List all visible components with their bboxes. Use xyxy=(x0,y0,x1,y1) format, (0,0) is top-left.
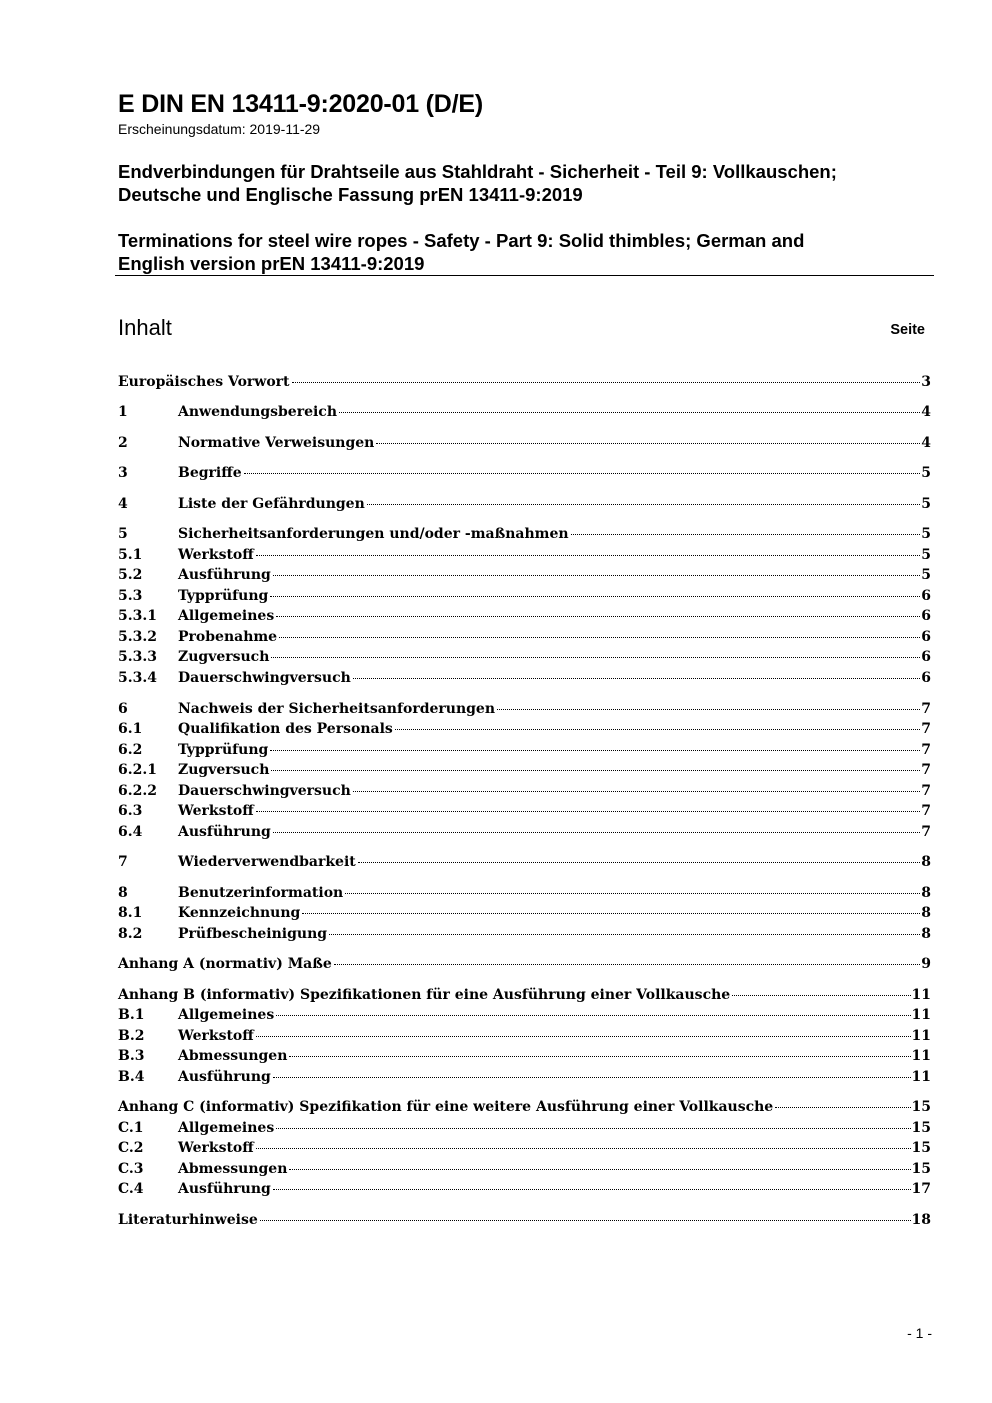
toc-entry-page: 15 xyxy=(911,1140,931,1156)
toc-entry-number: 5.3.3 xyxy=(118,649,157,665)
toc-entry[interactable] xyxy=(118,494,931,514)
toc-entry[interactable] xyxy=(118,1067,931,1087)
toc-dot-leader xyxy=(279,637,920,638)
toc-entry-number: C.1 xyxy=(118,1120,144,1136)
toc-entry-title: Allgemeines xyxy=(178,608,275,624)
toc-dot-leader xyxy=(367,504,920,505)
toc-entry-title: Anhang B (informativ) Spezifikationen für eine Ausführung einer Vollkausche xyxy=(118,987,731,1003)
toc-entry-page: 8 xyxy=(921,926,931,942)
toc-entry-title: Prüfbescheinigung xyxy=(178,926,328,942)
toc-entry-page: 7 xyxy=(921,721,931,737)
toc-entry[interactable] xyxy=(118,372,931,392)
toc-entry-title: Ausführung xyxy=(178,1069,271,1085)
toc-entry-page: 6 xyxy=(921,649,931,665)
toc-entry[interactable] xyxy=(118,1179,931,1199)
toc-entry-number: 3 xyxy=(118,465,128,481)
toc-entry-page: 15 xyxy=(911,1120,931,1136)
toc-dot-leader xyxy=(256,555,921,556)
toc-entry[interactable] xyxy=(118,627,931,647)
toc-entry-title: Zugversuch xyxy=(178,762,270,778)
english-title-line-2: English version prEN 13411-9:2019 xyxy=(118,253,425,274)
toc-entry[interactable] xyxy=(118,463,931,483)
toc-entry[interactable] xyxy=(118,740,931,760)
toc-entry[interactable] xyxy=(118,606,931,626)
toc-entry[interactable] xyxy=(118,1210,931,1230)
toc-entry-number: 5.3.4 xyxy=(118,670,157,686)
toc-dot-leader xyxy=(273,832,920,833)
toc-entry-page: 8 xyxy=(921,905,931,921)
toc-entry-title: Normative Verweisungen xyxy=(178,435,375,451)
toc-entry-page: 5 xyxy=(921,547,931,563)
toc-dot-leader xyxy=(775,1107,910,1108)
toc-entry-page: 11 xyxy=(911,1048,931,1064)
toc-entry[interactable] xyxy=(118,1005,931,1025)
toc-dot-leader xyxy=(339,412,920,413)
toc-entry-number: 6.2.2 xyxy=(118,783,157,799)
toc-dot-leader xyxy=(292,382,921,383)
toc-entry-page: 5 xyxy=(921,567,931,583)
toc-entry-title: Dauerschwingversuch xyxy=(178,670,351,686)
toc-entry-number: 8.1 xyxy=(118,905,143,921)
toc-entry-number: B.1 xyxy=(118,1007,145,1023)
toc-dot-leader xyxy=(273,1077,911,1078)
toc-entry-title: Werkstoff xyxy=(178,803,254,819)
toc-entry[interactable] xyxy=(118,719,931,739)
toc-dot-leader xyxy=(302,913,920,914)
toc-entry-page: 11 xyxy=(911,1069,931,1085)
toc-dot-leader xyxy=(334,964,920,965)
toc-entry[interactable] xyxy=(118,647,931,667)
toc-entry-page: 15 xyxy=(911,1161,931,1177)
toc-entry-title: Dauerschwingversuch xyxy=(178,783,351,799)
toc-entry-page: 8 xyxy=(921,854,931,870)
toc-dot-leader xyxy=(395,729,920,730)
toc-entry-number: 6.4 xyxy=(118,824,143,840)
toc-entry-page: 6 xyxy=(921,608,931,624)
toc-entry[interactable] xyxy=(118,760,931,780)
toc-entry-title: Allgemeines xyxy=(178,1007,275,1023)
toc-entry[interactable] xyxy=(118,954,931,974)
header-divider xyxy=(115,275,934,276)
toc-entry[interactable] xyxy=(118,524,931,544)
english-title-line-1: Terminations for steel wire ropes - Safety - Part 9: Solid thimbles; German and xyxy=(118,230,805,251)
toc-dot-leader xyxy=(271,770,920,771)
toc-entry-number: C.2 xyxy=(118,1140,144,1156)
toc-entry-page: 11 xyxy=(911,987,931,1003)
toc-dot-leader xyxy=(273,1189,911,1190)
toc-entry-number: C.3 xyxy=(118,1161,144,1177)
toc-heading: Inhalt xyxy=(118,315,172,340)
toc-entry-number: B.2 xyxy=(118,1028,145,1044)
toc-dot-leader xyxy=(276,1015,910,1016)
toc-entry[interactable] xyxy=(118,781,931,801)
toc-dot-leader xyxy=(276,616,920,617)
toc-entry-page: 5 xyxy=(921,465,931,481)
toc-entry-title: Typprüfung xyxy=(178,588,269,604)
toc-entry-title: Wiederverwendbarkeit xyxy=(178,854,356,870)
toc-entry-page: 9 xyxy=(921,956,931,972)
toc-entry[interactable] xyxy=(118,699,931,719)
toc-entry-number: 8 xyxy=(118,885,128,901)
toc-entry-title: Abmessungen xyxy=(178,1161,288,1177)
toc-dot-leader xyxy=(497,709,920,710)
toc-entry[interactable] xyxy=(118,924,931,944)
toc-entry-title: Qualifikation des Personals xyxy=(178,721,393,737)
toc-entry-number: 6.2.1 xyxy=(118,762,157,778)
toc-entry-number: 5.3.1 xyxy=(118,608,157,624)
toc-entry-number: 6 xyxy=(118,701,128,717)
toc-entry-number: 7 xyxy=(118,854,128,870)
toc-entry-number: 6.2 xyxy=(118,742,143,758)
toc-dot-leader xyxy=(353,791,920,792)
toc-dot-leader xyxy=(345,893,920,894)
toc-entry-page: 7 xyxy=(921,742,931,758)
toc-entry-title: Anhang C (informativ) Spezifikation für eine weitere Ausführung einer Vollkausche xyxy=(118,1099,774,1115)
toc-entry[interactable] xyxy=(118,1026,931,1046)
toc-entry-title: Werkstoff xyxy=(178,547,254,563)
toc-entry-title: Typprüfung xyxy=(178,742,269,758)
toc-entry[interactable] xyxy=(118,1138,931,1158)
toc-entry-number: 8.2 xyxy=(118,926,143,942)
toc-entry-page: 6 xyxy=(921,629,931,645)
toc-entry[interactable] xyxy=(118,1118,931,1138)
toc-entry-number: 5.2 xyxy=(118,567,143,583)
toc-entry-title: Werkstoff xyxy=(178,1028,254,1044)
toc-entry-page: 4 xyxy=(921,435,931,451)
toc-dot-leader xyxy=(273,575,920,576)
toc-entry-page: 7 xyxy=(921,783,931,799)
toc-entry-number: 4 xyxy=(118,496,128,512)
toc-entry-page: 8 xyxy=(921,885,931,901)
german-title-line-2: Deutsche und Englische Fassung prEN 13411-9:2019 xyxy=(118,184,583,205)
toc-entry-page: 3 xyxy=(921,374,931,390)
toc-entry-number: 6.1 xyxy=(118,721,143,737)
toc-dot-leader xyxy=(260,1220,911,1221)
toc-entry-title: Kennzeichnung xyxy=(178,905,301,921)
toc-entry-title: Abmessungen xyxy=(178,1048,288,1064)
toc-entry[interactable] xyxy=(118,433,931,453)
toc-dot-leader xyxy=(289,1056,910,1057)
toc-entry[interactable] xyxy=(118,668,931,688)
toc-entry-title: Literaturhinweise xyxy=(118,1212,258,1228)
toc-entry-title: Zugversuch xyxy=(178,649,270,665)
toc-dot-leader xyxy=(244,473,921,474)
german-title-line-1: Endverbindungen für Drahtseile aus Stahldraht - Sicherheit - Teil 9: Vollkauschen; xyxy=(118,161,837,182)
toc-entry[interactable] xyxy=(118,1159,931,1179)
toc-dot-leader xyxy=(276,1128,910,1129)
toc-entry[interactable] xyxy=(118,586,931,606)
toc-entry-number: 5.3.2 xyxy=(118,629,157,645)
toc-dot-leader xyxy=(732,995,910,996)
toc-dot-leader xyxy=(256,1036,911,1037)
toc-entry-title: Anwendungsbereich xyxy=(178,404,337,420)
toc-entry-number: B.4 xyxy=(118,1069,145,1085)
toc-entry-page: 15 xyxy=(911,1099,931,1115)
toc-entry-number: 5 xyxy=(118,526,128,542)
toc-entry-title: Anhang A (normativ) Maße xyxy=(118,956,332,972)
toc-entry-page: 17 xyxy=(911,1181,931,1197)
toc-entry[interactable] xyxy=(118,985,931,1005)
toc-entry-number: B.3 xyxy=(118,1048,145,1064)
document-title: E DIN EN 13411-9:2020-01 (D/E) xyxy=(118,90,484,118)
toc-entry-title: Ausführung xyxy=(178,824,271,840)
toc-entry-number: 5.1 xyxy=(118,547,143,563)
toc-entry-page: 7 xyxy=(921,701,931,717)
toc-entry-title: Werkstoff xyxy=(178,1140,254,1156)
toc-entry[interactable] xyxy=(118,801,931,821)
toc-entry-page: 4 xyxy=(921,404,931,420)
toc-entry[interactable] xyxy=(118,1046,931,1066)
toc-entry[interactable] xyxy=(118,903,931,923)
toc-dot-leader xyxy=(353,678,920,679)
toc-entry-number: C.4 xyxy=(118,1181,144,1197)
toc-entry-page: 5 xyxy=(921,526,931,542)
toc-dot-leader xyxy=(256,1148,911,1149)
toc-entry[interactable] xyxy=(118,402,931,422)
toc-entry-page: 6 xyxy=(921,588,931,604)
toc-entry-title: Probenahme xyxy=(178,629,278,645)
toc-entry[interactable] xyxy=(118,883,931,903)
toc-entry[interactable] xyxy=(118,852,931,872)
toc-dot-leader xyxy=(270,596,920,597)
toc-dot-leader xyxy=(289,1169,910,1170)
toc-entry-page: 5 xyxy=(921,496,931,512)
toc-entry-title: Ausführung xyxy=(178,1181,271,1197)
toc-entry-number: 2 xyxy=(118,435,128,451)
toc-entry-title: Benutzerinformation xyxy=(178,885,344,901)
toc-dot-leader xyxy=(358,862,921,863)
toc-dot-leader xyxy=(329,934,920,935)
toc-dot-leader xyxy=(571,534,921,535)
toc-entry-title: Europäisches Vorwort xyxy=(118,374,290,390)
toc-entry-title: Begriffe xyxy=(178,465,242,481)
toc-entry-title: Ausführung xyxy=(178,567,271,583)
toc-entry-number: 1 xyxy=(118,404,128,420)
toc-page-column-label: Seite xyxy=(890,322,925,338)
toc-entry-page: 6 xyxy=(921,670,931,686)
toc-entry-page: 11 xyxy=(911,1028,931,1044)
toc-entry-number: 5.3 xyxy=(118,588,143,604)
german-title xyxy=(118,160,933,206)
toc-entry-title: Allgemeines xyxy=(178,1120,275,1136)
toc-entry-page: 7 xyxy=(921,824,931,840)
toc-dot-leader xyxy=(270,750,920,751)
toc-entry[interactable] xyxy=(118,1097,931,1117)
toc-entry[interactable] xyxy=(118,822,931,842)
toc-entry-page: 7 xyxy=(921,803,931,819)
toc-entry-page: 11 xyxy=(911,1007,931,1023)
toc-entry-page: 7 xyxy=(921,762,931,778)
toc-entry-title: Nachweis der Sicherheitsanforderungen xyxy=(178,701,496,717)
toc-entry-number: 6.3 xyxy=(118,803,143,819)
toc-entry[interactable] xyxy=(118,565,931,585)
toc-entry-page: 18 xyxy=(911,1212,931,1228)
toc-entry-title: Sicherheitsanforderungen und/oder -maßnahmen xyxy=(178,526,569,542)
toc-dot-leader xyxy=(256,811,921,812)
toc-dot-leader xyxy=(271,657,920,658)
toc-entry-title: Liste der Gefährdungen xyxy=(178,496,365,512)
page-number: - 1 - xyxy=(907,1325,932,1341)
toc-entry[interactable] xyxy=(118,545,931,565)
publication-date: Erscheinungsdatum: 2019-11-29 xyxy=(118,121,321,137)
english-title xyxy=(118,229,933,275)
toc-dot-leader xyxy=(376,443,920,444)
